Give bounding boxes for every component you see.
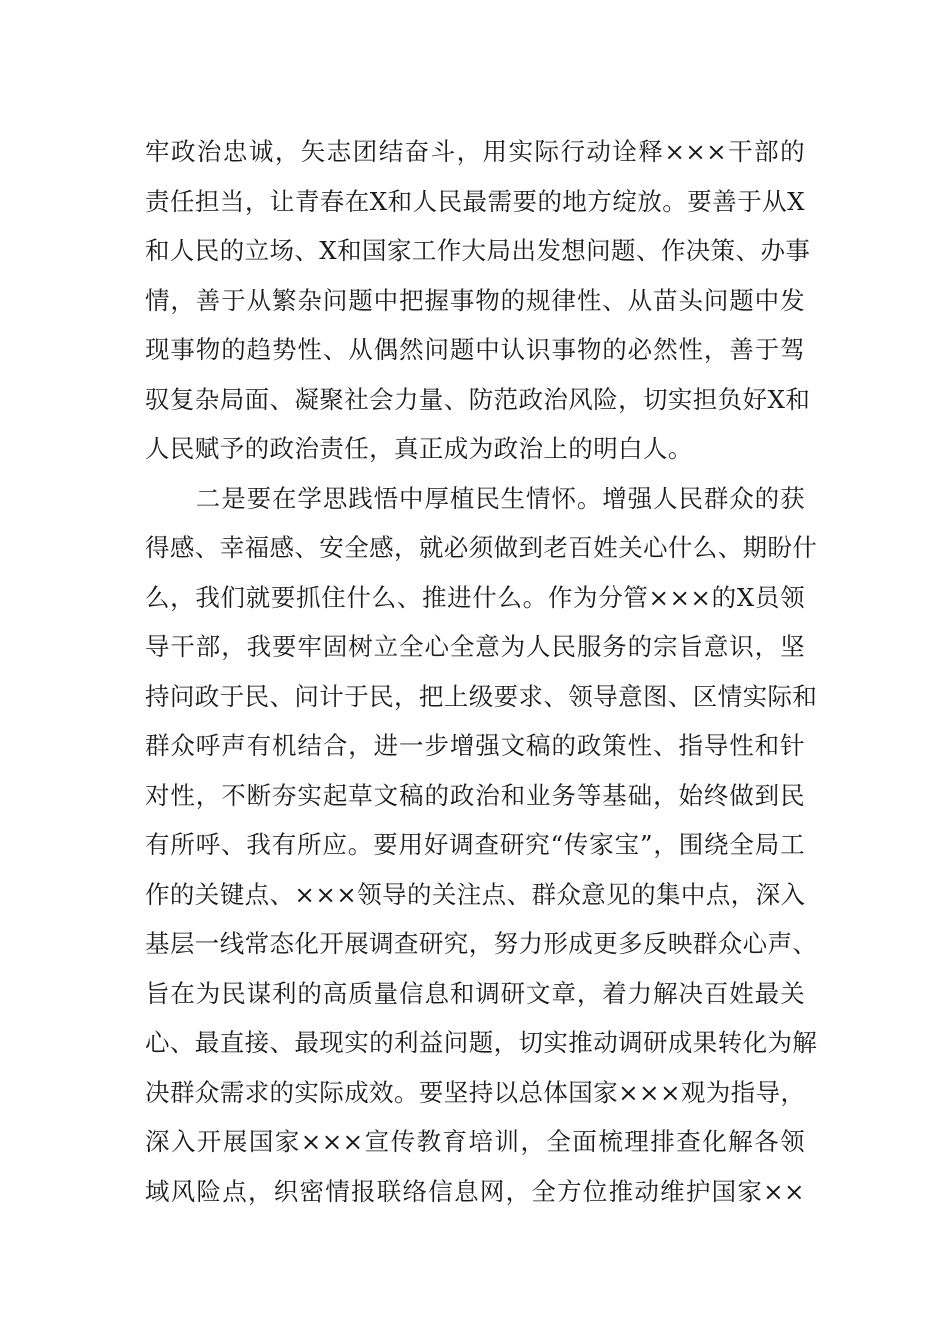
text-line: 么，我们就要抓住什么、推进什么。作为分管×××的X员领 [145, 582, 805, 612]
text-line: 对性，不断夯实起草文稿的政治和业务等基础，始终做到民 [145, 780, 805, 810]
text-line: 责任担当，让青春在X和人民最需要的地方绽放。要善于从X [145, 186, 805, 216]
text-line: 持问政于民、问计于民，把上级要求、领导意图、区情实际和 [145, 681, 818, 711]
text-line: 域风险点，织密情报联络信息网，全方位推动维护国家×× [145, 1176, 805, 1206]
text-line: 基层一线常态化开展调查研究，努力形成更多反映群众心声、 [145, 929, 818, 958]
text-line: 决群众需求的实际成效。要坚持以总体国家×××观为指导， [145, 1077, 806, 1107]
text-line: 旨在为民谋利的高质量信息和调研文章，着力解决百姓最关 [145, 978, 805, 1008]
paragraph-2 [145, 474, 818, 1217]
text-line: 驭复杂局面、凝聚社会力量、防范政治风险，切实担负好X和 [145, 384, 811, 414]
text-line: 得感、幸福感、安全感，就必须做到老百姓关心什么、期盼什 [145, 533, 818, 562]
text-line: 情，善于从繁杂问题中把握事物的规律性、从苗头问题中发 [145, 285, 805, 315]
text-line: 深入开展国家×××宣传教育培训，全面梳理排查化解各领 [145, 1127, 805, 1156]
text-line: 现事物的趋势性、从偶然问题中认识事物的必然性，善于驾 [145, 335, 805, 364]
text-line: 有所呼、我有所应。要用好调查研究“传家宝”，围绕全局工 [145, 830, 805, 859]
text-line: 二是要在学思践悟中厚植民生情怀。增强人民群众的获 [145, 483, 805, 513]
text-line: 群众呼声有机结合，进一步增强文稿的政策性、指导性和针 [145, 731, 805, 760]
text-line: 导干部，我要牢固树立全心全意为人民服务的宗旨意识，坚 [145, 632, 805, 661]
text-line: 作的关键点、×××领导的关注点、群众意见的集中点，深入 [145, 879, 806, 909]
text-line: 牢政治忠诚，矢志团结奋斗，用实际行动诠释×××干部的 [145, 137, 805, 166]
document-body [145, 127, 818, 1216]
paragraph-1 [145, 127, 811, 474]
text-line: 人民赋予的政治责任，真正成为政治上的明白人。 [145, 434, 693, 463]
text-line: 和人民的立场、X和国家工作大局出发想问题、作决策、办事 [145, 236, 811, 265]
text-line: 心、最直接、最现实的利益问题，切实推动调研成果转化为解 [145, 1028, 818, 1057]
